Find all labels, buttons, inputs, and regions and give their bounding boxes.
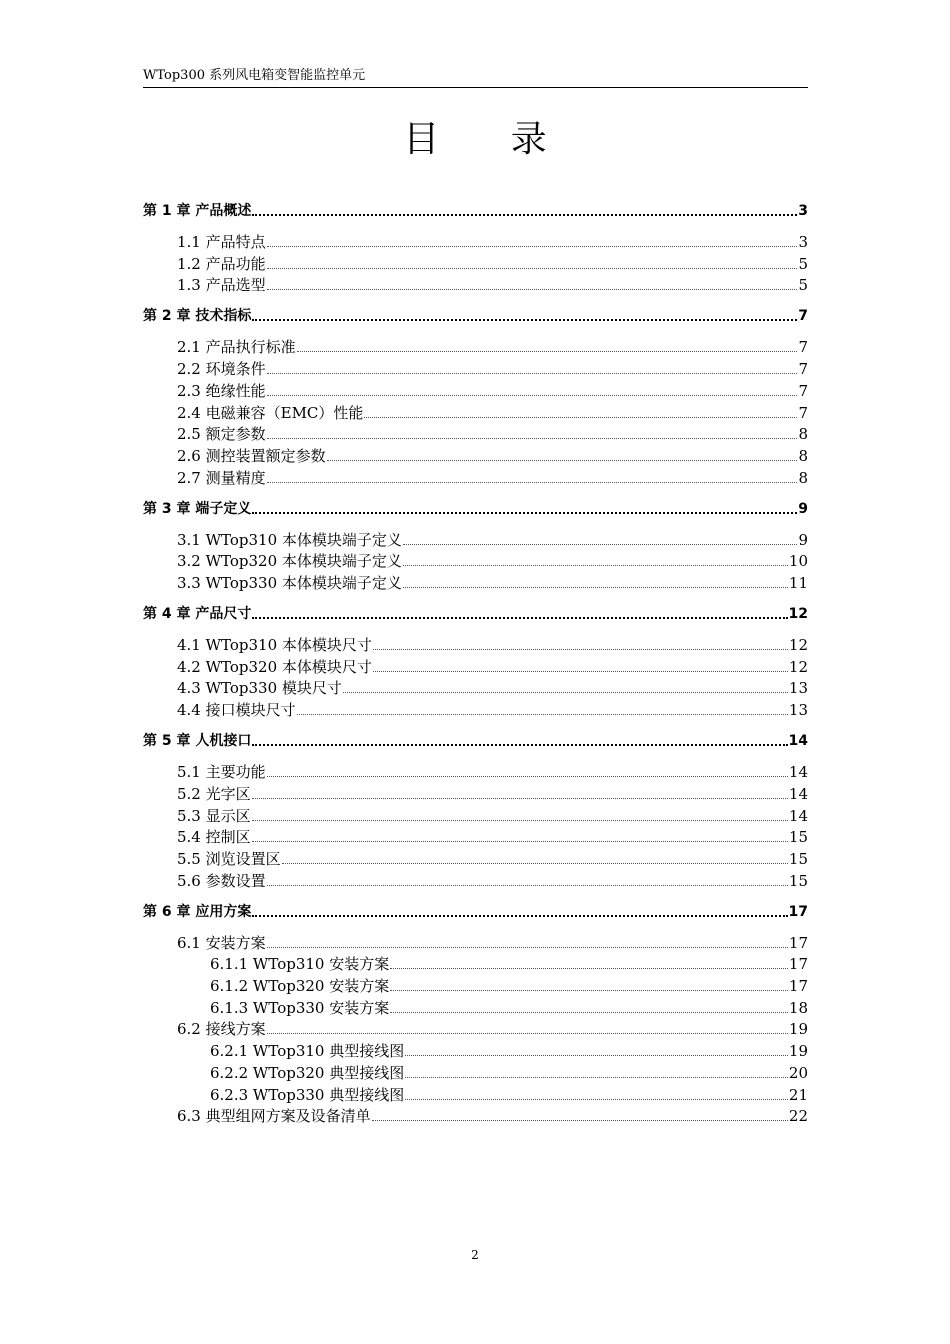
toc-dot-leader	[403, 586, 788, 588]
toc-entry[interactable]	[143, 953, 808, 975]
toc-page-number: 12	[788, 657, 808, 676]
toc-entry[interactable]	[143, 380, 808, 402]
toc-page-number: 19	[788, 1020, 808, 1039]
toc-entry[interactable]	[143, 423, 808, 445]
toc-dot-leader	[390, 967, 788, 969]
toc-page-number: 17	[788, 977, 808, 995]
toc-page-number: 8	[798, 468, 808, 487]
toc-page-number: 7	[798, 308, 808, 325]
toc-dot-leader	[267, 884, 788, 886]
toc-page-number: 17	[788, 955, 808, 974]
toc-entry[interactable]	[143, 1062, 808, 1084]
toc-entry[interactable]	[143, 572, 808, 594]
toc-entry[interactable]	[143, 1105, 808, 1127]
toc-entry[interactable]	[143, 826, 808, 848]
toc-dot-leader	[267, 394, 798, 396]
toc-dot-leader	[403, 564, 788, 566]
toc-entry-label: 6.1.2 WTop320 安装方案	[210, 977, 390, 995]
toc-entry[interactable]	[143, 402, 808, 424]
toc-dot-leader	[403, 543, 798, 545]
toc-page-number: 14	[788, 763, 808, 782]
toc-dot-leader	[252, 840, 788, 842]
toc-page-number: 17	[788, 933, 808, 952]
toc-entry-label: 2.1 产品执行标准	[177, 338, 296, 357]
toc-page-number: 7	[798, 360, 808, 379]
toc-dot-leader	[405, 1054, 788, 1056]
toc-entry-label: 2.3 绝缘性能	[177, 381, 266, 400]
toc-entry-label: 4.3 WTop330 模块尺寸	[177, 679, 342, 698]
toc-chapter-entry[interactable]	[143, 498, 808, 520]
toc-entry[interactable]	[143, 656, 808, 678]
toc-entry-label: 5.5 浏览设置区	[177, 849, 281, 868]
toc-entry-label: 5.6 参数设置	[177, 871, 266, 890]
toc-entry-label: 4.1 WTop310 本体模块尺寸	[177, 636, 372, 654]
toc-entry-label: 2.2 环境条件	[177, 360, 266, 379]
toc-entry-label: 2.4 电磁兼容（EMC）性能	[177, 403, 364, 422]
toc-entry[interactable]	[143, 634, 808, 656]
toc-entry-label: 5.4 控制区	[177, 828, 251, 847]
toc-entry-label: 1.3 产品选型	[177, 276, 266, 295]
toc-entry-label: 第 1 章 产品概述	[143, 203, 252, 219]
toc-dot-leader	[364, 416, 797, 418]
toc-chapter-entry[interactable]	[143, 730, 808, 752]
toc-entry-label: 6.1.1 WTop310 安装方案	[210, 955, 390, 974]
toc-entry-label: 1.2 产品功能	[177, 254, 266, 273]
toc-entry[interactable]	[143, 529, 808, 551]
toc-page-number: 14	[788, 806, 808, 825]
toc-entry-label: 3.1 WTop310 本体模块端子定义	[177, 530, 402, 549]
toc-entry[interactable]	[143, 1018, 808, 1040]
toc-page-number: 10	[788, 552, 808, 571]
toc-entry-label: 第 6 章 应用方案	[143, 903, 252, 920]
toc-chapter-entry[interactable]	[143, 200, 808, 222]
toc-dot-leader	[297, 713, 788, 715]
toc-entry[interactable]	[143, 932, 808, 954]
toc-dot-leader	[267, 481, 798, 483]
toc-page-number: 11	[788, 574, 808, 592]
toc-entry-label: 第 5 章 人机接口	[143, 733, 252, 750]
toc-entry-label: 6.2.3 WTop330 典型接线图	[210, 1085, 405, 1104]
toc-dot-leader	[267, 372, 798, 374]
toc-dot-leader	[252, 819, 788, 821]
toc-page-number: 7	[798, 381, 808, 400]
toc-page-number: 8	[798, 425, 808, 444]
toc-page-number: 9	[798, 530, 808, 549]
toc-entry[interactable]	[143, 783, 808, 805]
toc-page-number: 3	[798, 233, 808, 251]
running-header: WTop300 系列风电箱变智能监控单元	[143, 66, 808, 88]
toc-entry-label: 2.6 测控装置额定参数	[177, 446, 326, 465]
toc-page-number: 19	[788, 1042, 808, 1061]
toc-entry[interactable]	[143, 550, 808, 572]
toc-entry-label: 5.3 显示区	[177, 806, 251, 825]
toc-dot-leader	[252, 797, 788, 799]
toc-entry[interactable]	[143, 445, 808, 467]
toc-page-number: 5	[798, 254, 808, 273]
toc-entry-label: 1.1 产品特点	[177, 233, 266, 251]
toc-dot-leader	[252, 914, 787, 917]
toc-page-number: 15	[788, 849, 808, 868]
toc-page-number: 3	[798, 203, 808, 219]
toc-entry-label: 2.5 额定参数	[177, 425, 266, 444]
toc-entry[interactable]	[143, 870, 808, 892]
toc-entry[interactable]	[143, 677, 808, 699]
toc-dot-leader	[297, 350, 798, 352]
toc-page-number: 12	[788, 606, 808, 622]
toc-entry[interactable]	[143, 253, 808, 275]
toc-page-number: 5	[798, 276, 808, 295]
toc-dot-leader	[252, 511, 797, 514]
toc-entry-label: 5.1 主要功能	[177, 763, 266, 782]
toc-dot-leader	[390, 989, 788, 991]
toc-page-number: 12	[788, 636, 808, 654]
toc-page-number: 9	[798, 500, 808, 517]
toc-dot-leader	[267, 288, 798, 290]
toc-dot-leader	[267, 245, 798, 247]
toc-dot-leader	[252, 213, 797, 216]
toc-dot-leader	[405, 1098, 788, 1100]
toc-entry[interactable]	[143, 336, 808, 358]
toc-entry[interactable]	[143, 975, 808, 997]
toc-entry-label: 4.4 接口模块尺寸	[177, 701, 296, 720]
toc-page-number: 7	[798, 403, 808, 422]
toc-page-number: 20	[788, 1063, 808, 1082]
toc-page-number: 13	[788, 701, 808, 720]
toc-page-number: 13	[788, 679, 808, 698]
toc-page-number: 15	[788, 828, 808, 847]
toc-chapter-entry[interactable]	[143, 901, 808, 923]
toc-entry-label: 3.2 WTop320 本体模块端子定义	[177, 552, 402, 571]
toc-dot-leader	[343, 691, 788, 693]
toc-entry-label: 6.1.3 WTop330 安装方案	[210, 998, 390, 1017]
toc-entry-label: 2.7 测量精度	[177, 468, 266, 487]
toc-dot-leader	[267, 946, 788, 948]
toc-entry-label: 6.1 安装方案	[177, 933, 266, 952]
toc-dot-leader	[252, 318, 797, 321]
toc-entry[interactable]	[143, 997, 808, 1019]
toc-entry-label: 第 3 章 端子定义	[143, 500, 252, 517]
toc-entry-label: 3.3 WTop330 本体模块端子定义	[177, 574, 402, 592]
toc-entry-label: 6.2.1 WTop310 典型接线图	[210, 1042, 405, 1061]
toc-page-number: 21	[788, 1085, 808, 1104]
toc-entry[interactable]	[143, 848, 808, 870]
toc-page-number: 22	[788, 1107, 808, 1126]
toc-entry-label: 6.3 典型组网方案及设备清单	[177, 1107, 371, 1126]
toc-dot-leader	[267, 437, 798, 439]
toc-entry[interactable]	[143, 805, 808, 827]
toc-page-number: 14	[788, 784, 808, 803]
toc-dot-leader	[327, 459, 798, 461]
toc-dot-leader	[252, 616, 787, 619]
toc-entry-label: 5.2 光字区	[177, 784, 251, 803]
toc-entry[interactable]	[143, 1084, 808, 1106]
toc-dot-leader	[267, 775, 788, 777]
toc-dot-leader	[252, 743, 787, 746]
toc-entry[interactable]	[143, 231, 808, 253]
toc-entry-label: 第 2 章 技术指标	[143, 308, 252, 325]
toc-entry[interactable]	[143, 358, 808, 380]
toc-entry[interactable]	[143, 467, 808, 489]
toc-entry-label: 第 4 章 产品尺寸	[143, 606, 252, 622]
toc-chapter-entry[interactable]	[143, 305, 808, 327]
toc-dot-leader	[372, 1119, 788, 1121]
toc-dot-leader	[282, 862, 788, 864]
page-title: 目 录	[403, 119, 577, 160]
toc-dot-leader	[267, 1032, 788, 1034]
toc-dot-leader	[405, 1076, 788, 1078]
toc-page-number: 14	[788, 733, 808, 750]
toc-dot-leader	[390, 1011, 788, 1013]
toc-entry[interactable]	[143, 1040, 808, 1062]
toc-dot-leader	[267, 267, 798, 269]
toc-page-number: 17	[788, 903, 808, 920]
toc-entry[interactable]	[143, 761, 808, 783]
toc-entry-label: 6.2 接线方案	[177, 1020, 266, 1039]
toc-chapter-entry[interactable]	[143, 603, 808, 625]
toc-dot-leader	[373, 670, 788, 672]
toc-dot-leader	[373, 648, 788, 650]
toc-entry-label: 4.2 WTop320 本体模块尺寸	[177, 657, 372, 676]
toc-entry-label: 6.2.2 WTop320 典型接线图	[210, 1063, 405, 1082]
toc-entry[interactable]	[143, 699, 808, 721]
page-number: 2	[471, 1248, 479, 1262]
toc-entry[interactable]	[143, 274, 808, 296]
toc-page-number: 7	[798, 338, 808, 357]
toc-page-number: 18	[788, 998, 808, 1017]
toc-page-number: 15	[788, 871, 808, 890]
toc-page-number: 8	[798, 446, 808, 465]
